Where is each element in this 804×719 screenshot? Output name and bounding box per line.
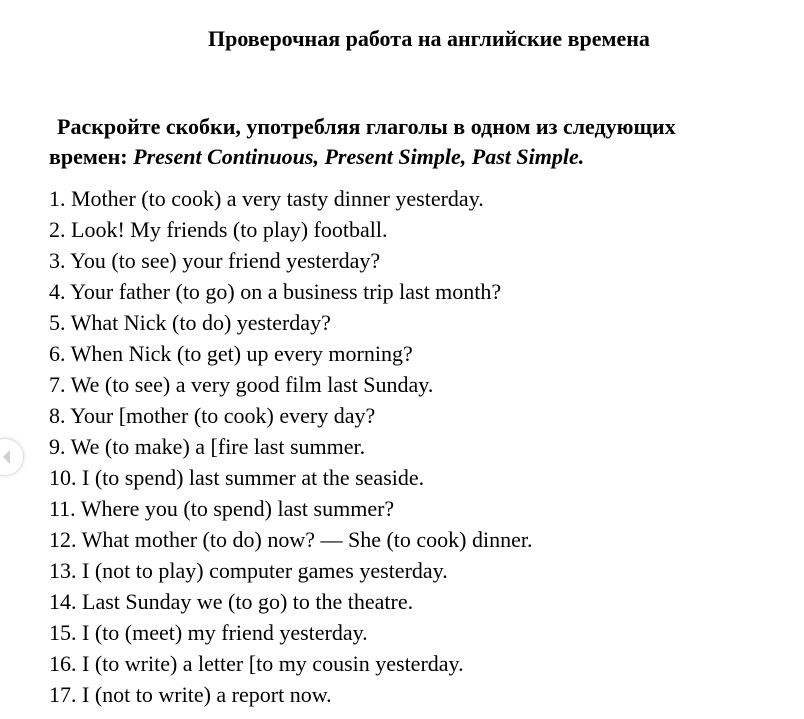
exercise-item: 16. I (to write) a letter [to my cousin yesterday. [49,651,464,676]
instruction-prefix: времен: [49,144,134,169]
instructions [49,112,804,172]
exercise-item: 11. Where you (to spend) last summer? [49,496,395,521]
instruction-tenses: Present Continuous, Present Simple, Past Simple. [133,144,585,169]
exercise-item: 12. What mother (to do) now? — She (to cook) dinner. [49,527,533,552]
exercise-item: 10. I (to spend) last summer at the seaside. [49,465,425,490]
exercise-item: 15. I (to (meet) my friend yesterday. [49,620,368,645]
exercise-item: 14. Last Sunday we (to go) to the theatre. [49,589,414,614]
exercise-item: 1. Mother (to cook) a very tasty dinner yesterday. [49,186,484,211]
exercise-item: 6. When Nick (to get) up every morning? [49,341,413,366]
exercise-item: 7. We (to see) a very good film last Sunday. [49,372,434,397]
exercise-item: 13. I (not to play) computer games yesterday. [49,558,448,583]
exercise-item: 17. I (not to write) a report now. [49,682,332,707]
instruction-line-1: Раскройте скобки, употребляя глаголы в одном из следующих [57,114,676,139]
chevron-left-icon [1,449,11,465]
exercise-item: 8. Your [mother (to cook) every day? [49,403,376,428]
exercise-item: 2. Look! My friends (to play) football. [49,217,388,242]
exercise-item: 9. We (to make) a [fire last summer. [49,434,366,459]
exercise-item: 5. What Nick (to do) yesterday? [49,310,331,335]
exercise-item: 4. Your father (to go) on a business trip last month? [49,279,502,304]
page-title: Проверочная работа на английские времена [208,26,650,51]
exercise-item: 3. You (to see) your friend yesterday? [49,248,381,273]
exercise-list [49,183,533,710]
instruction-line-2 [49,142,804,172]
previous-page-button[interactable] [0,438,24,476]
